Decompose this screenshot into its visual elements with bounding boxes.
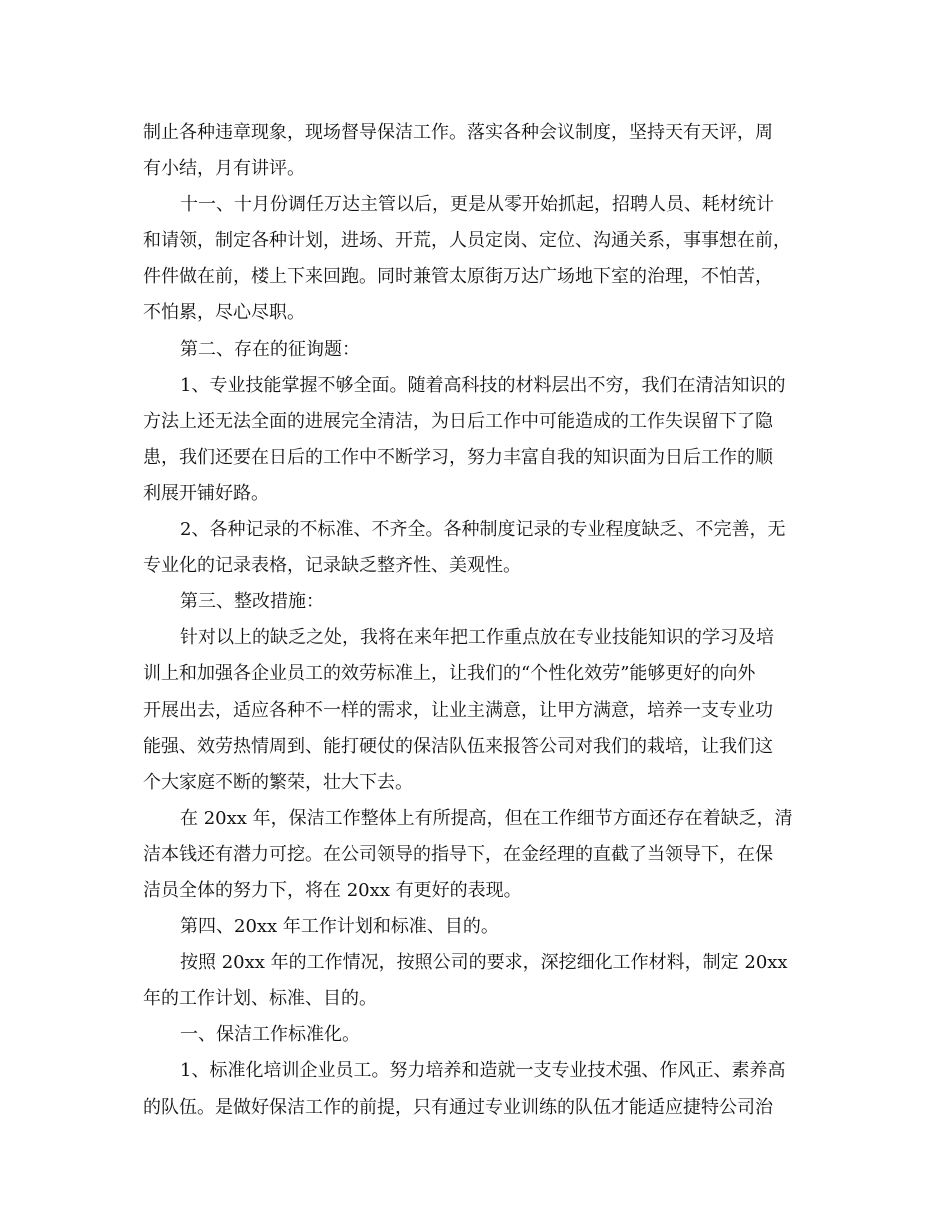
text-line: 方法上还无法全面的进展完全清洁，为日后工作中可能造成的工作失误留下了隐 [143,410,773,432]
text-line: 有小结，月有讲评。 [143,158,305,180]
text-line: 一、保洁工作标准化。 [180,1024,360,1046]
text-line: 第三、整改措施： [180,591,324,613]
text-line: 开展出去，适应各种不一样的需求，让业主满意，让甲方满意，培养一支专业功 [143,699,773,721]
text-line: 制止各种违章现象，现场督导保洁工作。落实各种会议制度，坚持天有天评，周 [143,122,773,143]
text-line: 不怕累，尽心尽职。 [143,302,305,324]
text-line: 和请领，制定各种计划，进场、开荒，人员定岗、定位、沟通关系，事事想在前， [143,230,791,252]
text-line: 患，我们还要在日后的工作中不断学习，努力丰富自我的知识面为日后工作的顺 [143,446,773,468]
text-line: 的队伍。是做好保洁工作的前提，只有通过专业训练的队伍才能适应捷特公司治 [143,1096,773,1118]
text-line: 针对以上的缺乏之处，我将在来年把工作重点放在专业技能知识的学习及培 [180,627,774,649]
text-line: 洁员全体的努力下，将在 20xx 有更好的表现。 [143,879,522,901]
text-line: 年的工作计划、标准、目的。 [143,988,377,1010]
text-line: 2、各种记录的不标准、不齐全。各种制度记录的专业程度缺乏、不完善，无 [180,519,786,541]
text-line: 1、标准化培训企业员工。努力培养和造就一支专业技术强、作风正、素养高 [180,1060,786,1082]
text-line: 利展开铺好路。 [143,482,269,504]
text-line: 洁本钱还有潜力可挖。在公司领导的指导下，在金经理的直截了当领导下，在保 [143,843,773,865]
text-line: 个大家庭不断的繁荣，壮大下去。 [143,771,413,793]
text-line: 能强、效劳热情周到、能打硬仗的保洁队伍来报答公司对我们的栽培，让我们这 [143,735,773,757]
text-line: 按照 20xx 年的工作情况，按照公司的要求，深挖细化工作材料，制定 20xx [180,952,788,974]
text-line: 第二、存在的征询题： [180,338,360,360]
text-line: 在 20xx 年，保洁工作整体上有所提高，但在工作细节方面还存在着缺乏，清 [180,807,793,829]
text-line: 训上和加强各企业员工的效劳标准上，让我们的“个性化效劳”能够更好的向外 [143,663,756,685]
text-line: 专业化的记录表格，记录缺乏整齐性、美观性。 [143,555,521,577]
text-line: 件件做在前，楼上下来回跑。同时兼管太原街万达广场地下室的治理，不怕苦， [143,266,773,288]
text-line: 1、专业技能掌握不够全面。随着高科技的材料层出不穷，我们在清洁知识的 [180,374,786,396]
document-body [143,115,807,1126]
text-line: 十一、十月份调任万达主管以后，更是从零开始抓起，招聘人员、耗材统计 [180,194,774,216]
text-line: 第四、20xx 年工作计划和标准、目的。 [180,916,499,938]
